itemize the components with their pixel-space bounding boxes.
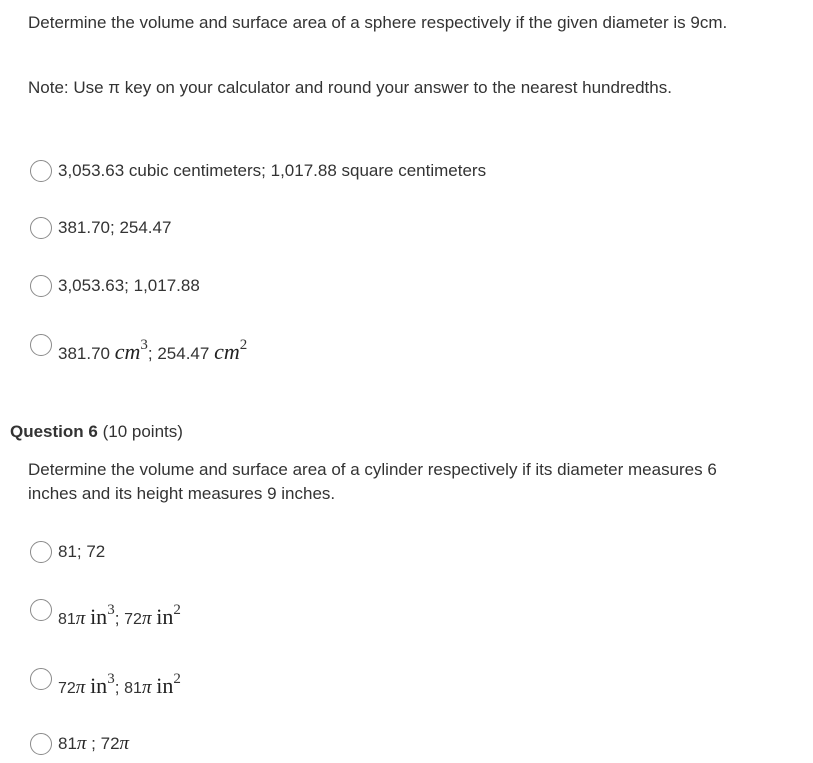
area-coefficient: 72 [100,734,120,753]
exponent: 3 [140,337,148,353]
unit-in: in [156,673,174,698]
q6-option-4[interactable] [30,733,129,755]
q5-option-4[interactable] [30,333,247,365]
radio-button[interactable] [30,334,52,356]
pi-symbol: π [75,608,86,629]
separator: ; [86,734,101,753]
volume-coefficient: 72 [58,680,76,697]
unit-in: in [90,604,108,629]
option-label: 3,053.63; 1,017.88 [58,276,200,295]
pi-symbol: π [76,733,87,754]
q5-option-2[interactable] [30,217,171,239]
radio-button[interactable] [30,217,52,239]
q6-option-2[interactable] [30,598,181,630]
option-label [58,667,181,699]
radio-button[interactable] [30,160,52,182]
volume-coefficient: 81 [58,734,77,753]
radio-button[interactable] [30,541,52,563]
volume-coefficient: 81 [58,611,76,628]
separator: ; [114,678,125,697]
option-label [58,733,129,755]
area-coefficient: 72 [124,611,142,628]
exponent: 2 [239,337,248,353]
question-title: Question 6 [10,422,98,441]
q5-option-1[interactable] [30,160,486,182]
pi-symbol: π [119,733,130,754]
unit-cm: cm [214,339,240,364]
exponent: 2 [173,671,181,687]
pi-symbol: π [141,608,152,629]
q5-prompt: Determine the volume and surface area of a sphere respectively if the given diameter is 9cm. [28,13,728,32]
q5-option-3[interactable] [30,275,200,297]
unit-cm: cm [114,339,141,364]
exponent: 3 [107,671,115,687]
radio-button[interactable] [30,599,52,621]
volume-value: 381.70 [58,344,115,363]
unit-in: in [156,604,174,629]
option-label: 3,053.63 cubic centimeters; 1,017.88 square centimeters [58,161,487,180]
pi-symbol: π [141,677,152,698]
area-coefficient: 81 [124,680,142,697]
option-label: 81; 72 [58,542,106,561]
q5-note: Note: Use π key on your calculator and round your answer to the nearest hundredths. [28,78,672,97]
option-label [58,333,247,365]
option-label [58,598,181,630]
radio-button[interactable] [30,668,52,690]
q6-option-3[interactable] [30,667,181,699]
q6-option-1[interactable] [30,541,105,563]
separator: ; [114,609,125,628]
option-label: 381.70; 254.47 [58,218,172,237]
question-header [10,422,183,442]
radio-button[interactable] [30,733,52,755]
exponent: 2 [173,602,181,618]
unit-in: in [90,673,108,698]
radio-button[interactable] [30,275,52,297]
separator-and-area: ; 254.47 [147,344,215,363]
pi-symbol: π [75,677,86,698]
exponent: 3 [107,602,115,618]
question-points: (10 points) [102,422,183,441]
q6-prompt: Determine the volume and surface area of a cylinder respectively if its diameter measures 6 inches and its height measures 9 inches. [28,460,717,503]
